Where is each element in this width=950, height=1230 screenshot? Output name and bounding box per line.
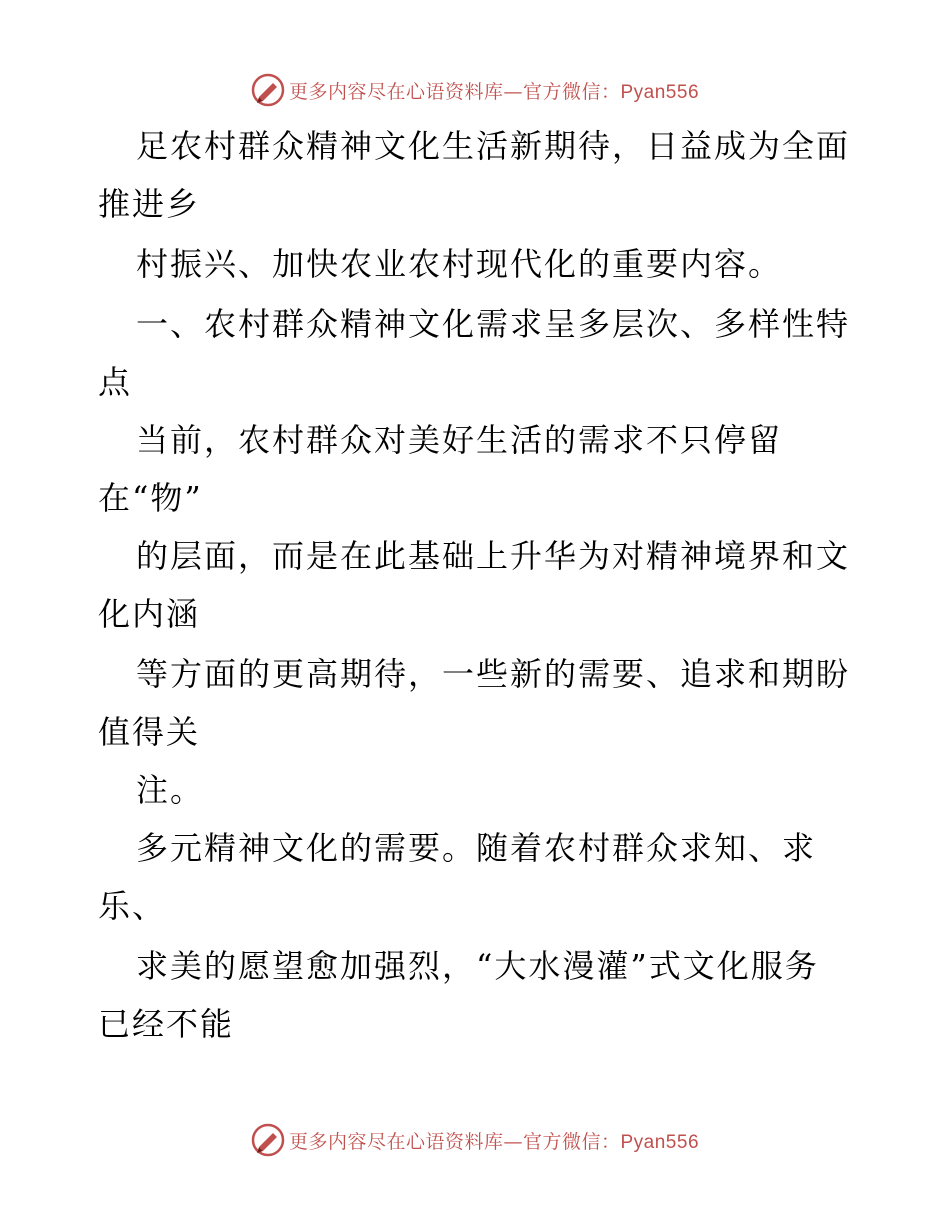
body-text-line: 值得关 [98,713,201,751]
pen-logo-icon [251,73,285,107]
body-text-line: 化内涵 [98,595,201,633]
pen-logo-icon [251,1123,285,1157]
header-watermark-label: 更多内容尽在心语资料库—官方微信： [288,80,621,103]
body-text-line: 推进乡 [98,185,201,223]
footer-watermark-text [289,1127,699,1154]
body-text-line: 一、农村群众精神文化需求呈多层次、多样性特 [136,305,851,343]
body-text-line: 村振兴、加快农业农村现代化的重要内容。 [136,245,783,283]
header-watermark-banner [0,70,950,110]
body-text-line: 在“物” [98,479,203,517]
body-text-line: 注。 [136,771,205,809]
body-text-line: 等方面的更高期待，一些新的需要、追求和期盼 [136,655,851,693]
body-text-line: 求美的愿望愈加强烈，“大水漫灌”式文化服务 [136,947,819,985]
body-text-line: 足农村群众精神文化生活新期待，日益成为全面 [136,127,851,165]
header-watermark-id: Pyan556 [620,81,700,103]
footer-watermark-label: 更多内容尽在心语资料库—官方微信： [288,1130,621,1153]
header-watermark-text [289,77,699,104]
body-text-line: 的层面，而是在此基础上升华为对精神境界和文 [136,537,851,575]
body-text-line: 乐、 [98,887,167,925]
body-text-line: 已经不能 [98,1005,235,1043]
body-text-line: 点 [98,363,133,401]
footer-watermark-banner [0,1120,950,1160]
body-text-line: 多元精神文化的需要。随着农村群众求知、求 [136,829,817,867]
footer-watermark-id: Pyan556 [620,1131,700,1153]
body-text-line: 当前，农村群众对美好生活的需求不只停留 [136,421,783,459]
